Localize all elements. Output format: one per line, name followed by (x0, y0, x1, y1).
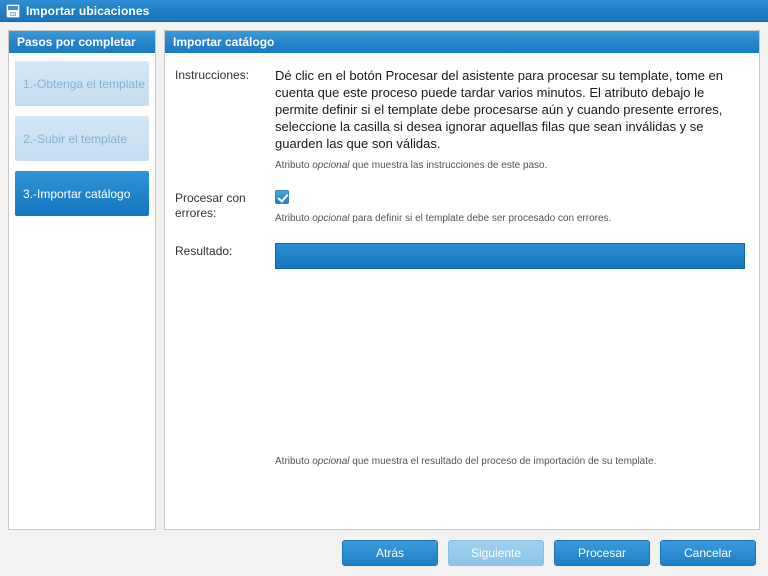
process-with-errors-hint-prefix: Atributo (275, 213, 313, 224)
steps-panel (8, 30, 156, 530)
calendar-icon (6, 4, 20, 18)
sidebar-item-step-1[interactable] (15, 61, 149, 106)
result-row (175, 243, 745, 269)
sidebar-item-label: 3.-Importar catálogo (23, 186, 131, 201)
result-hint-prefix: Atributo (275, 456, 313, 467)
process-with-errors-hint-suffix: para definir si el template debe ser procesado con errores. (349, 213, 612, 224)
instructions-text: Dé clic en el botón Procesar del asistente para procesar su template, tome en cuenta que este proceso puede tardar varios minutos. El atributo debajo le permite definir si el template debe procesarse aún y cuando presente errores, seleccione la casilla si desea ignorar aquellas filas que sean inválidas y se guarden las que son válidas. (275, 68, 724, 151)
form-area (165, 53, 759, 529)
process-with-errors-body (275, 190, 745, 225)
steps-list (9, 53, 155, 222)
sidebar-item-label: 2.-Subir el template (23, 131, 128, 146)
steps-panel-header: Pasos por completar (9, 31, 155, 53)
process-with-errors-hint (275, 212, 745, 225)
process-with-errors-row (175, 190, 745, 225)
result-hint (275, 456, 656, 467)
window-title: Importar ubicaciones (26, 3, 150, 18)
main-panel (164, 30, 760, 530)
instructions-hint-italic: opcional (312, 160, 350, 171)
result-field[interactable] (275, 243, 745, 269)
footer-button-bar (0, 530, 768, 576)
result-hint-italic: opcional (312, 456, 350, 467)
title-bar (0, 0, 768, 22)
process-button[interactable]: Procesar (554, 540, 650, 566)
instructions-hint (275, 159, 745, 172)
process-with-errors-hint-italic: opcional (312, 213, 350, 224)
sidebar-item-label: 1.-Obtenga el template (23, 76, 146, 91)
result-body (275, 243, 745, 269)
main-panel-header: Importar catálogo (165, 31, 759, 53)
sidebar-item-step-3[interactable] (15, 171, 149, 216)
instructions-hint-suffix: que muestra las instrucciones de este paso. (349, 160, 548, 171)
instructions-row (175, 67, 745, 172)
instructions-body (275, 67, 745, 172)
back-button[interactable]: Atrás (342, 540, 438, 566)
cancel-button[interactable]: Cancelar (660, 540, 756, 566)
instructions-hint-prefix: Atributo (275, 160, 313, 171)
window-content (0, 22, 768, 530)
process-with-errors-label: Procesar con errores: (175, 191, 246, 220)
next-button: Siguiente (448, 540, 544, 566)
process-with-errors-checkbox[interactable] (275, 190, 289, 204)
sidebar-item-step-2[interactable] (15, 116, 149, 161)
result-hint-suffix: que muestra el resultado del proceso de importación de su template. (349, 456, 657, 467)
result-label: Resultado: (175, 244, 233, 258)
instructions-label: Instrucciones: (175, 68, 250, 82)
